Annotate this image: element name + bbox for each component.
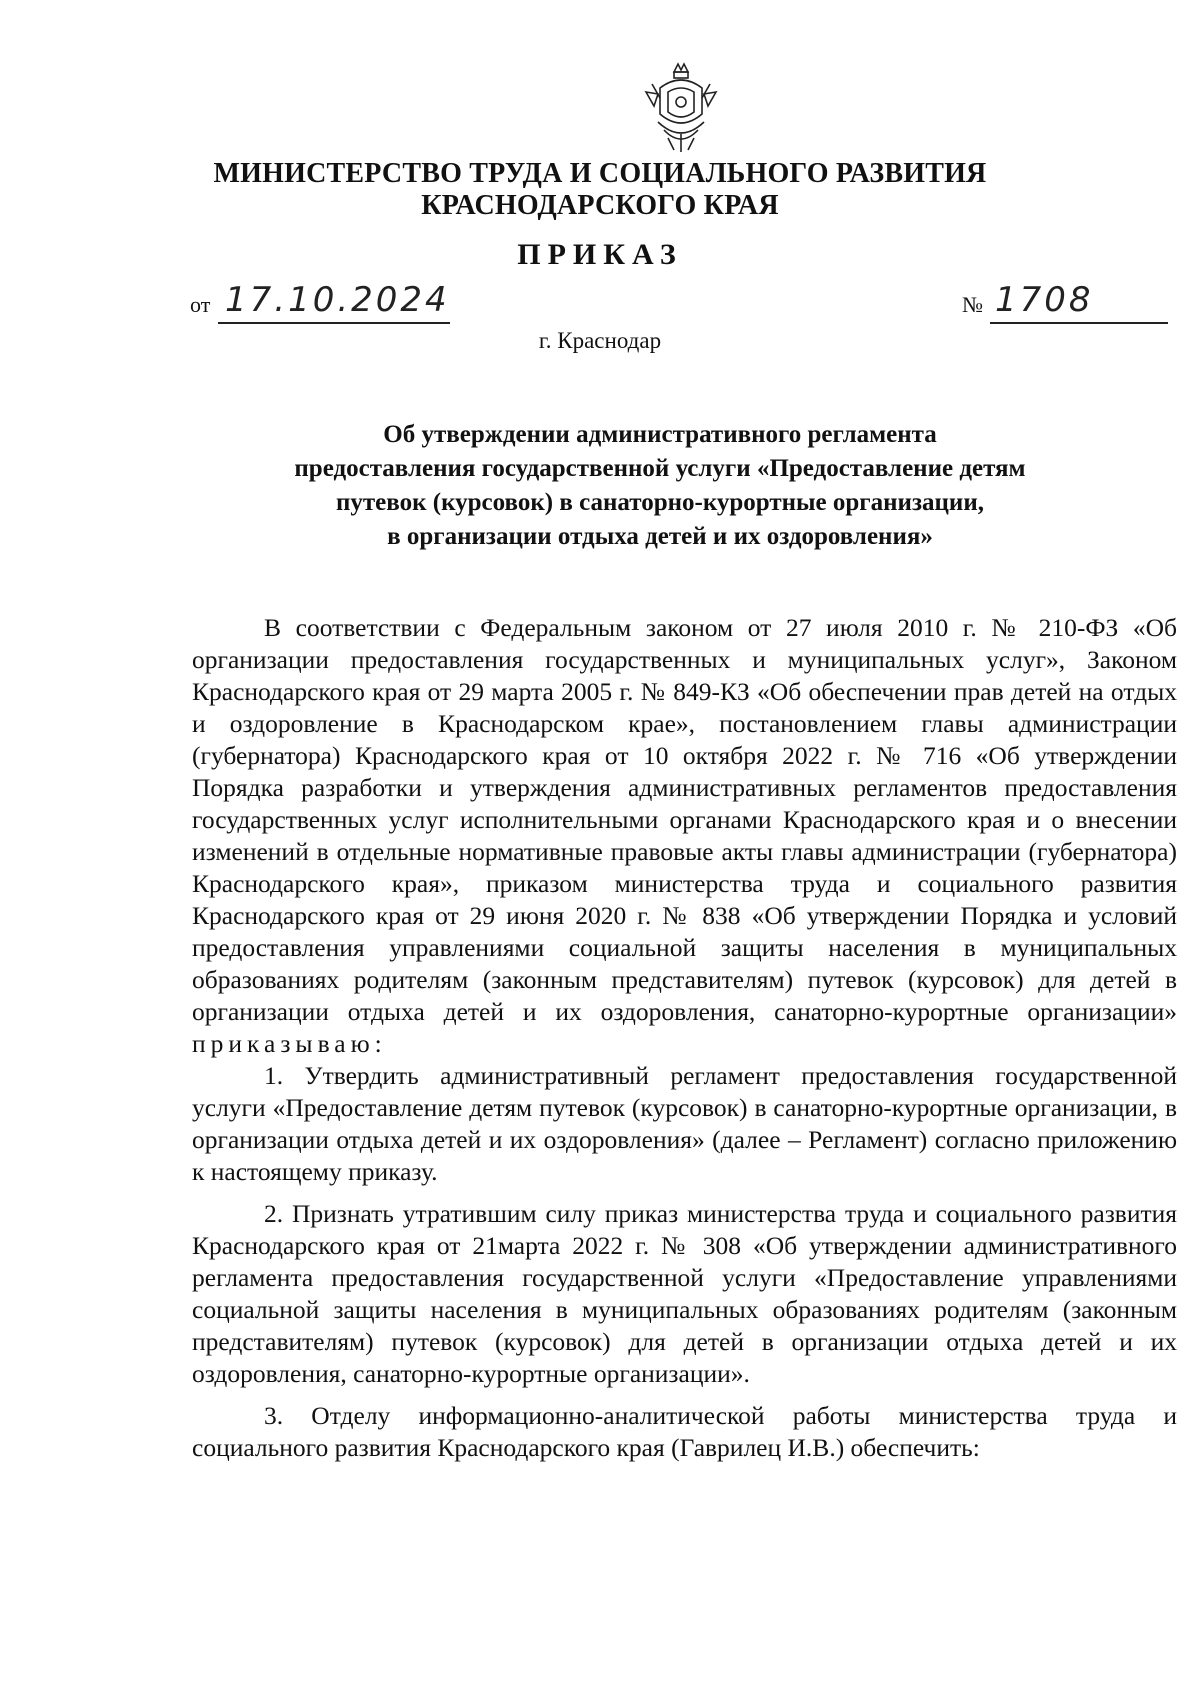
handwritten-number: 1708 — [995, 280, 1094, 320]
ministry-line-1: МИНИСТЕРСТВО ТРУДА И СОЦИАЛЬНОГО РАЗВИТИЯ — [213, 158, 987, 189]
ministry-line-2: КРАСНОДАРСКОГО КРАЯ — [421, 190, 779, 221]
order-word: приказываю: — [192, 1029, 387, 1058]
title-line-4: в организации отдыха детей и их оздоровления» — [387, 523, 933, 550]
preamble-paragraph — [192, 612, 1177, 1060]
ministry-name — [0, 158, 1200, 222]
title-line-3: путевок (курсовок) в санаторно-курортные организации, — [336, 489, 984, 516]
preamble-text: В соответствии с Федеральным законом от 27 июля 2010 г. № 210-ФЗ «Об организации предоставления государственных и муниципальных услуг», Законом Краснодарского края от 29 марта 2005 г. № 849-КЗ «Об обеспечении прав детей на отдых и оздоровление в Краснодарском крае», постановлением главы администрации (губернатора) Краснодарского края от 10 октября 2022 г. № 716 «Об утверждении Порядка разработки и утверждения административных регламентов предоставления государственных услуг исполнительными органами Краснодарского края и о внесении изменений в отдельные нормативные правовые акты главы администрации (губернатора) Краснодарского края», приказом министерства труда и социального развития Краснодарского края от 29 июня 2020 г. № 838 «Об утверждении Порядка и условий предоставления управлениями социальной защиты населения в муниципальных образованиях родителям (законным представителям) путевок (курсовок) для детей в организации отдыха детей и их оздоровления, санаторно-курортные организации» — [192, 613, 1177, 1026]
handwritten-date: 17.10.2024 — [225, 280, 450, 320]
document-title — [200, 418, 1120, 554]
title-line-1: Об утверждении административного регламента — [383, 421, 937, 448]
number-underline — [990, 322, 1168, 324]
document-body — [192, 612, 1177, 1464]
item-1-paragraph: 1. Утвердить административный регламент предоставления государственной услуги «Предоставление детям путевок (курсовок) в санаторно-курортные организации, в организации отдыха детей и их оздоровления» (далее – Регламент) согласно приложению к настоящему приказу. — [192, 1061, 1177, 1186]
date-underline — [218, 322, 450, 324]
title-line-2: предоставления государственной услуги «Предоставление детям — [294, 455, 1026, 482]
number-prefix: № — [962, 292, 983, 317]
date-prefix: от — [190, 292, 211, 317]
document-type: ПРИКАЗ — [517, 238, 683, 271]
coat-of-arms-icon — [638, 58, 724, 154]
item-2-paragraph: 2. Признать утратившим силу приказ министерства труда и социального развития Краснодарского края от 21марта 2022 г. № 308 «Об утверждении административного регламента предоставления государственной услуги «Предоставление управлениями социальной защиты населения в муниципальных образованиях родителям (законным представителям) путевок (курсовок) для детей в организации отдыха детей и их оздоровления, санаторно-курортные организации». — [192, 1199, 1177, 1388]
item-3-paragraph: 3. Отделу информационно-аналитической работы министерства труда и социального развития Краснодарского края (Гаврилец И.В.) обеспечить: — [192, 1401, 1177, 1462]
city: г. Краснодар — [538, 328, 662, 353]
